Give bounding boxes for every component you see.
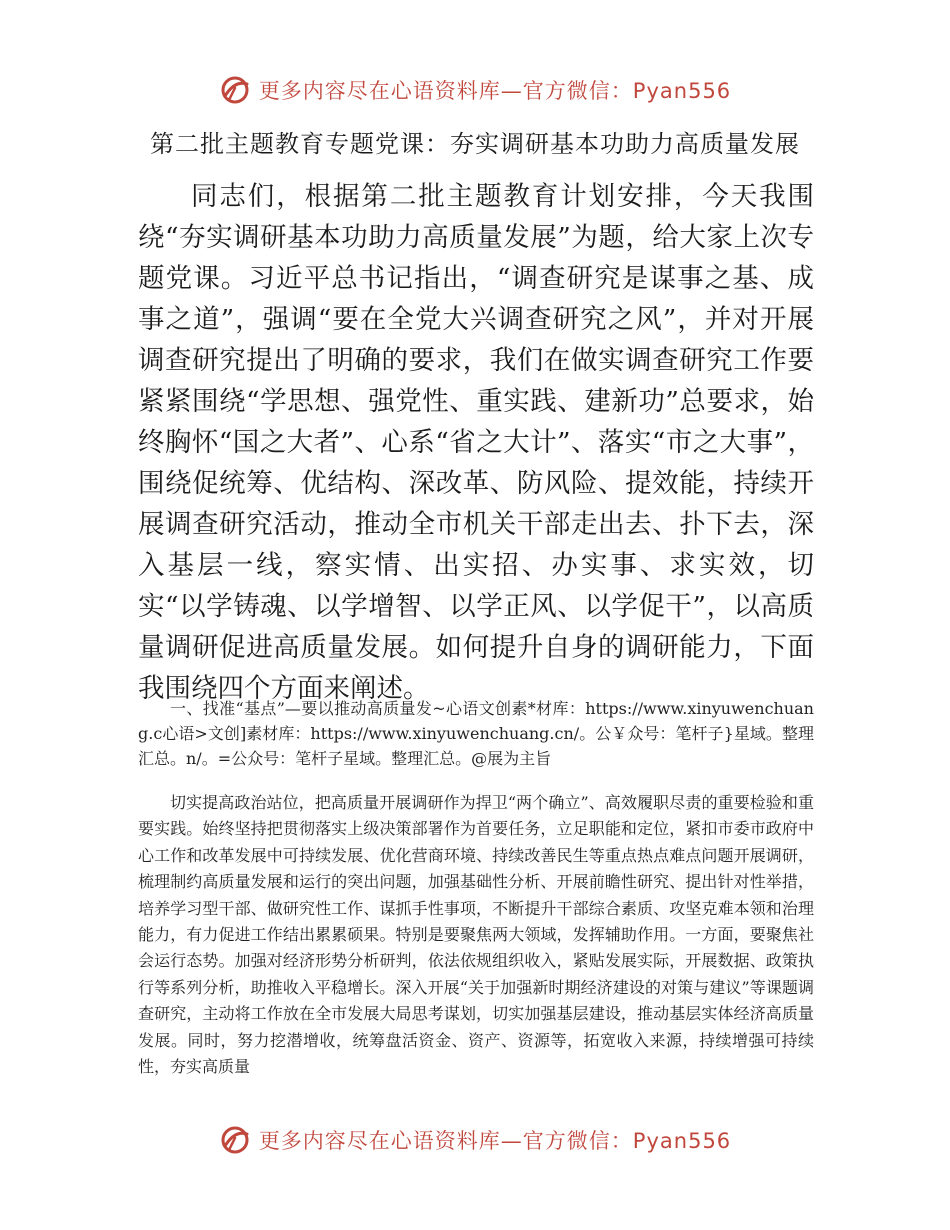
document-title: 第二批主题教育专题党课：夯实调研基本功助力高质量发展 xyxy=(150,130,800,158)
header-banner-text: 更多内容尽在心语资料库—官方微信：Pyan556 xyxy=(258,79,732,103)
intro-paragraph: 同志们，根据第二批主题教育计划安排，今天我围绕“夯实调研基本功助力高质量发展”为题，给大家上次专题党课。习近平总书记指出，“调查研究是谋事之基、成事之道”，强调“要在全党大兴调查研究之风”，并对开展调查研究提出了明确的要求，我们在做实调查研究工作要紧紧围绕“学思想、强党性、重实践、建新功”总要求，始终胸怀“国之大者”、心系“省之大计”、落实“市之大事”，围绕促统筹、优结构、深改革、防风险、提效能，持续开展调查研究活动，推动全市机关干部走出去、扑下去，深入基层一线，察实情、出实招、办实事、求实效，切实“以学铸魂、以学增智、以学正风、以学促干”，以高质量调研促进高质量发展。如何提升自身的调研能力，下面我围绕四个方面来阐述。 xyxy=(138,181,814,704)
brand-logo-icon xyxy=(219,1124,251,1156)
footer-banner-text: 更多内容尽在心语资料库—官方微信：Pyan556 xyxy=(258,1129,732,1153)
brand-logo-icon xyxy=(219,74,251,106)
body-paragraph: 切实提高政治站位，把高质量开展调研作为捍卫“两个确立”、高效履职尽责的重要检验和重要实践。始终坚持把贯彻落实上级决策部署作为首要任务，立足职能和定位，紧扣市委市政府中心工作和改革发展中可持续发展、优化营商环境、持续改善民生等重点热点难点问题开展调研，梳理制约高质量发展和运行的突出问题，加强基础性分析、开展前瞻性研究、提出针对性举措，培养学习型干部、做研究性工作、谋抓手性事项，不断提升干部综合素质、攻坚克难本领和治理能力，有力促进工作结出累累硕果。特别是要聚焦两大领域，发挥辅助作用。一方面，要聚焦社会运行态势。加强对经济形势分析研判，依法依规组织收入，紧贴发展实际，开展数据、政策执行等系列分析，助推收入平稳增长。深入开展“关于加强新时期经济建设的对策与建议”等课题调查研究，主动将工作放在全市发展大局思考谋划，切实加强基层建设，推动基层实体经济高质量发展。同时，努力挖潜增收，统筹盘活资金、资产、资源等，拓宽收入来源，持续增强可持续性，夯实高质量 xyxy=(138,793,814,1077)
footer-banner xyxy=(0,1122,950,1158)
header-banner xyxy=(0,72,950,108)
section-heading: 一、找准“基点”—要以推动高质量发~心语文创素*材库：https://www.xinyuwenchuang.c心语>文创]素材库：https://www.xinyuwenchuang.cn/。公￥众号：笔杆子}星域。整理汇总。n/。=公众号：笔杆子星域。整理汇总。@展为主旨 xyxy=(138,699,814,768)
